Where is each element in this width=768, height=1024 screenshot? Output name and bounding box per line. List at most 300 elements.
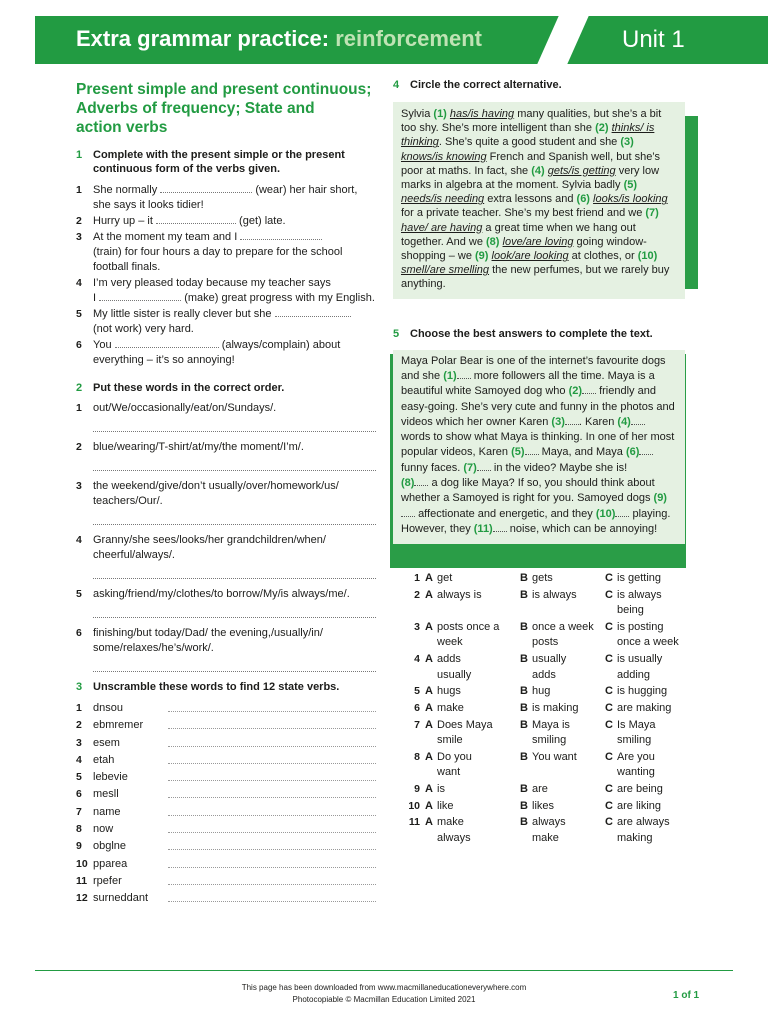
gap-number: (6) — [625, 446, 640, 459]
option-letter: B — [520, 750, 528, 763]
text-part: many qualities, but she’s a bit too shy. She’s more intelligent than she — [401, 108, 662, 135]
scrambled-word: lebevie — [93, 771, 128, 784]
option-text: make always — [437, 816, 471, 844]
right-column — [393, 78, 693, 544]
item-number: 4 — [76, 277, 82, 289]
item-number: 5 — [76, 588, 82, 600]
item-number: 5 — [76, 771, 82, 784]
list-item — [76, 230, 376, 275]
option-text: are always making — [617, 816, 670, 844]
list-item — [76, 533, 376, 563]
exercise-2-instruction — [76, 381, 376, 395]
scrambled-word: etah — [93, 753, 115, 766]
instruction-text — [93, 148, 345, 176]
option-text: usually adds — [532, 653, 567, 681]
text-part: a dog like Maya? If so, you should think about whether a Samoyed is right for you. Samoyed dogs — [401, 477, 655, 505]
option-row — [405, 815, 695, 846]
list-item — [76, 821, 376, 838]
option-letter: B — [520, 653, 528, 666]
item-number: 3 — [76, 736, 82, 749]
text-part: extra lessons and — [487, 193, 574, 206]
item-number: 6 — [76, 627, 82, 639]
option-b[interactable] — [520, 750, 605, 781]
option-c[interactable] — [605, 652, 687, 683]
item-text-part: (get) late. — [239, 215, 286, 227]
option-text: You want — [532, 750, 577, 763]
instruction-line: continuous form of the verbs given. — [93, 163, 281, 175]
list-item — [76, 479, 376, 509]
option-text: gets — [532, 572, 553, 584]
answer-line[interactable] — [168, 717, 376, 729]
item-number: 9 — [76, 840, 82, 853]
option-c[interactable] — [605, 620, 687, 651]
section-title-line: action verbs — [76, 119, 168, 136]
option-c[interactable] — [605, 782, 687, 798]
option-text: Do you want — [437, 750, 472, 779]
list-item — [76, 873, 376, 890]
text-part: for a private teacher. She’s my best friend and we — [401, 207, 643, 220]
text-part: more followers all the time. Maya is a beautiful white Samoyed dog who — [401, 369, 655, 398]
instruction-text: Unscramble these words to find 12 state verbs. — [93, 681, 340, 693]
scrambled-word: rpefer — [93, 874, 122, 887]
text-part: going window-shopping – we — [401, 235, 647, 263]
text-part: Sylvia — [401, 108, 431, 120]
item-number: 1 — [76, 702, 82, 714]
text-part: friendly and easy-going. She’s very cute and funny in the photos and videos which her owner Karen — [401, 385, 675, 428]
text-part: the new perfumes, but we rarely buy anything. — [401, 264, 670, 291]
alternative-choice[interactable]: smell/are smelling — [401, 264, 490, 277]
scrambled-word: surneddant — [93, 892, 149, 905]
option-text: get — [437, 572, 453, 584]
exercise-5-text — [393, 350, 685, 545]
item-text: Granny/she sees/looks/her grandchildren/when/ cheerful/always/. — [93, 534, 326, 561]
option-letter: B — [520, 588, 528, 601]
option-letter: A — [425, 620, 433, 633]
option-c[interactable] — [605, 815, 687, 846]
answer-line[interactable] — [168, 752, 376, 764]
exercise-1 — [76, 148, 376, 368]
scrambled-word: esem — [93, 736, 120, 749]
exercise-5-instruction — [393, 327, 693, 341]
answer-blank[interactable] — [99, 291, 181, 301]
option-row — [405, 782, 695, 798]
alternative-choice[interactable]: gets/is getting — [547, 164, 616, 177]
text-part: very low marks in algebra at the moment. Sylvia badly — [401, 164, 660, 192]
item-number: 3 — [76, 231, 82, 243]
option-letter: C — [605, 572, 613, 584]
option-row — [405, 588, 695, 619]
option-c[interactable] — [605, 750, 687, 781]
option-row — [405, 701, 695, 717]
footer-download-note: This page has been downloaded from www.macmillaneducationeverywhere.com — [241, 983, 527, 992]
item-number: 8 — [76, 823, 82, 836]
option-letter: A — [425, 718, 433, 731]
alternative-choice[interactable]: thinks/ is thinking — [401, 122, 655, 149]
option-number: 7 — [414, 718, 420, 731]
gap-number: (8) — [486, 235, 500, 248]
exercise-5-options — [405, 571, 695, 848]
answer-line[interactable] — [93, 606, 376, 618]
item-text-part: I — [93, 292, 97, 304]
item-text-part: (wear) her hair short, — [255, 184, 358, 196]
answer-blank[interactable] — [631, 416, 645, 425]
alternative-choice[interactable]: has/is having — [449, 108, 515, 120]
instruction-line: Complete with the present simple or the present — [93, 149, 345, 161]
alternative-choice[interactable]: needs/is needing — [401, 193, 485, 206]
answer-line[interactable] — [93, 567, 376, 579]
gap-number: (1) — [433, 108, 447, 120]
exercise-5-text-box — [393, 350, 693, 545]
option-c[interactable] — [605, 718, 687, 749]
option-letter: C — [605, 718, 613, 731]
option-letter: A — [425, 783, 433, 795]
list-item — [76, 401, 376, 416]
item-number: 4 — [76, 534, 82, 546]
answer-line[interactable] — [93, 513, 376, 525]
text-part: funny faces. — [401, 461, 461, 474]
option-number: 1 — [414, 572, 420, 584]
option-text: like — [437, 799, 454, 812]
answer-blank[interactable] — [160, 183, 252, 193]
item-number: 3 — [76, 480, 82, 492]
gap-number: (4) — [531, 164, 545, 177]
option-letter: B — [520, 816, 528, 829]
answer-line[interactable] — [168, 786, 376, 798]
option-text: once a week posts — [532, 620, 594, 649]
text-part: French and Spanish well, but she’s poor at maths. In fact, she — [401, 150, 661, 177]
item-text-part: everything – it’s so annoying! — [93, 354, 235, 366]
option-text: hugs — [437, 685, 461, 698]
item-number: 10 — [76, 857, 88, 870]
option-letter: A — [425, 750, 433, 763]
list-item — [76, 307, 376, 337]
option-a[interactable] — [425, 588, 520, 619]
item-text — [93, 307, 376, 337]
footer-copyright: Photocopiable © Macmillan Education Limited 2021 — [292, 995, 476, 1004]
scrambled-word: name — [93, 805, 121, 818]
option-a[interactable] — [425, 652, 520, 683]
answer-line[interactable] — [168, 821, 376, 833]
option-letter: C — [605, 588, 613, 601]
gap-number: (9) — [475, 250, 489, 263]
gap-number: (3) — [620, 136, 634, 149]
item-number: 2 — [76, 441, 82, 453]
option-letter: C — [605, 750, 613, 763]
option-text: are being — [617, 783, 663, 795]
option-text: is getting — [617, 572, 662, 584]
list-item — [76, 626, 376, 656]
option-text: are liking — [617, 799, 662, 812]
answer-blank[interactable] — [565, 416, 579, 425]
exercise-2 — [76, 381, 376, 672]
item-text-part: (not work) very hard. — [93, 323, 194, 335]
option-row — [405, 571, 695, 587]
option-a[interactable] — [425, 750, 520, 781]
option-c[interactable] — [605, 684, 687, 700]
option-letter: C — [605, 783, 613, 795]
item-text — [93, 214, 376, 229]
option-text: are making — [617, 701, 672, 714]
page-number: 1 of 1 — [673, 990, 700, 1001]
option-b[interactable] — [520, 701, 605, 717]
item-text-part: she says it looks tidier! — [93, 199, 204, 211]
option-a[interactable] — [425, 718, 520, 749]
footer-text — [0, 982, 768, 1006]
option-b[interactable] — [520, 684, 605, 700]
option-a[interactable] — [425, 701, 520, 717]
text-part: Maya, and Maya — [541, 446, 623, 459]
section-title — [76, 80, 376, 137]
option-b[interactable] — [520, 620, 605, 651]
answer-blank[interactable] — [525, 446, 539, 455]
text-part: affectionate and energetic, and they — [418, 507, 593, 520]
option-row — [405, 652, 695, 683]
instruction-text: Circle the correct alternative. — [410, 79, 562, 91]
answer-line[interactable] — [168, 769, 376, 781]
option-text: posts once a week — [437, 620, 500, 649]
item-number: 2 — [76, 215, 82, 227]
alternative-choice[interactable]: look/are looking — [491, 250, 569, 263]
gap-number: (6) — [576, 193, 590, 206]
option-a[interactable] — [425, 815, 520, 846]
answer-line[interactable] — [168, 735, 376, 747]
option-b[interactable] — [520, 718, 605, 749]
list-item — [76, 786, 376, 803]
alternative-choice[interactable]: knows/is knowing — [401, 150, 487, 163]
option-row — [405, 718, 695, 749]
item-text: blue/wearing/T-shirt/at/my/the moment/I’m/. — [93, 441, 304, 453]
page-title — [76, 26, 482, 52]
list-item — [76, 735, 376, 752]
option-letter: A — [425, 816, 433, 829]
option-letter: C — [605, 816, 613, 829]
item-number: 4 — [76, 753, 82, 766]
text-part: . She’s quite a good student and she — [438, 136, 618, 149]
answer-blank[interactable] — [639, 446, 653, 455]
option-letter: B — [520, 685, 528, 698]
option-a[interactable] — [425, 782, 520, 798]
option-number: 2 — [414, 588, 420, 601]
item-number: 1 — [76, 184, 82, 196]
option-text: always is — [437, 588, 482, 601]
exercise-number: 3 — [76, 681, 83, 693]
scrambled-word: obglne — [93, 840, 127, 853]
item-text — [93, 338, 376, 368]
item-text-part: My little sister is really clever but she — [93, 308, 272, 320]
option-text: make — [437, 701, 464, 714]
answer-blank[interactable] — [615, 508, 629, 517]
option-number: 3 — [414, 620, 420, 633]
answer-blank[interactable] — [414, 477, 428, 486]
answer-line[interactable] — [168, 890, 376, 902]
answer-blank[interactable] — [401, 508, 415, 517]
gap-number: (5) — [623, 179, 638, 192]
section-title-line: Present simple and present continuous; — [76, 81, 372, 98]
item-text — [93, 230, 376, 275]
answer-blank[interactable] — [115, 338, 219, 348]
item-number: 6 — [76, 339, 82, 351]
option-text: likes — [532, 799, 555, 812]
exercise-4-text-box — [393, 102, 693, 299]
exercise-number: 2 — [76, 382, 83, 394]
answer-line[interactable] — [93, 459, 376, 471]
option-number: 6 — [414, 701, 420, 714]
item-text-part: You — [93, 339, 112, 351]
answer-line[interactable] — [168, 804, 376, 816]
option-text: is — [437, 783, 445, 795]
answer-line[interactable] — [93, 420, 376, 432]
option-a[interactable] — [425, 799, 520, 815]
list-item — [76, 769, 376, 786]
option-letter: C — [605, 685, 613, 698]
exercise-3-items — [76, 700, 376, 908]
option-row — [405, 620, 695, 651]
answer-blank[interactable] — [477, 462, 491, 471]
option-letter: A — [425, 653, 433, 666]
option-text: is always — [532, 588, 577, 601]
text-part: playing. However, they — [401, 507, 671, 535]
list-item — [76, 890, 376, 907]
answer-blank[interactable] — [240, 230, 322, 240]
list-item — [76, 338, 376, 368]
option-letter: A — [425, 701, 433, 714]
gap-number: (11) — [473, 522, 493, 535]
item-text: asking/friend/my/clothes/to borrow/My/is always/me/. — [93, 588, 350, 600]
option-b[interactable] — [520, 815, 605, 846]
option-letter: C — [605, 701, 613, 714]
gap-number: (7) — [645, 207, 659, 220]
gap-number: (3) — [551, 415, 565, 428]
alternative-choice[interactable]: have/ are having — [401, 221, 483, 234]
exercise-4-text — [393, 102, 685, 299]
list-item — [76, 183, 376, 213]
list-item — [76, 838, 376, 855]
option-number: 4 — [414, 653, 420, 666]
option-number: 5 — [414, 685, 420, 698]
text-part: a great time when we hang out together. And we — [401, 221, 636, 248]
answer-blank[interactable] — [493, 523, 507, 532]
list-item — [76, 804, 376, 821]
option-letter: B — [520, 718, 528, 731]
gap-number: (4) — [617, 415, 631, 428]
item-text — [93, 183, 376, 213]
gap-number: (1) — [443, 369, 457, 382]
item-text: out/We/occasionally/eat/on/Sundays/. — [93, 402, 277, 414]
option-c[interactable] — [605, 571, 687, 587]
answer-line[interactable] — [168, 856, 376, 868]
answer-line[interactable] — [93, 660, 376, 672]
text-part: . Karen — [578, 415, 615, 428]
option-c[interactable] — [605, 799, 687, 815]
instruction-text: Put these words in the correct order. — [93, 382, 285, 394]
item-number: 6 — [76, 788, 82, 801]
item-number: 12 — [76, 892, 88, 905]
alternative-choice[interactable]: looks/is looking — [593, 193, 668, 206]
option-number: 8 — [414, 750, 420, 763]
option-b[interactable] — [520, 782, 605, 798]
option-letter: B — [520, 701, 528, 714]
option-b[interactable] — [520, 588, 605, 619]
page-title-text: Extra grammar practice: — [76, 26, 330, 51]
unit-label: Unit 1 — [622, 26, 685, 53]
text-part: at clothes, or — [571, 250, 635, 263]
option-text: is making — [532, 701, 579, 714]
option-b[interactable] — [520, 571, 605, 587]
item-text-part: (make) great progress with my English. — [184, 292, 375, 304]
option-number: 10 — [408, 799, 420, 812]
gap-number: (10) — [637, 250, 658, 263]
option-letter: B — [520, 799, 528, 812]
option-a[interactable] — [425, 684, 520, 700]
answer-blank[interactable] — [582, 385, 596, 394]
option-a[interactable] — [425, 571, 520, 587]
option-letter: A — [425, 685, 433, 698]
option-letter: A — [425, 572, 433, 584]
option-text: is always being — [617, 588, 662, 617]
option-text: Are you wanting — [617, 750, 655, 779]
exercise-number: 1 — [76, 149, 83, 161]
exercise-1-instruction — [76, 148, 376, 176]
page-title-accent: reinforcement — [335, 26, 482, 51]
exercise-2-items — [76, 401, 376, 672]
answer-line[interactable] — [168, 700, 376, 712]
option-row — [405, 799, 695, 815]
option-text: adds usually — [437, 653, 472, 681]
option-letter: C — [605, 653, 613, 666]
scrambled-word: dnsou — [93, 702, 123, 714]
option-c[interactable] — [605, 701, 687, 717]
item-number: 11 — [76, 874, 88, 887]
item-text-part: At the moment my team and I — [93, 231, 238, 243]
item-number: 7 — [76, 805, 82, 818]
option-text: always make — [532, 816, 566, 844]
item-text-part: (always/complain) about — [221, 339, 341, 351]
scrambled-word: now — [93, 823, 114, 836]
answer-blank[interactable] — [457, 370, 471, 379]
list-item — [76, 856, 376, 873]
option-text: Does Maya smile — [437, 718, 493, 747]
instruction-text: Choose the best answers to complete the text. — [410, 327, 653, 340]
list-item — [76, 700, 376, 717]
answer-line[interactable] — [168, 873, 376, 885]
item-number: 5 — [76, 308, 82, 320]
option-b[interactable] — [520, 652, 605, 683]
list-item — [76, 752, 376, 769]
option-text: is posting once a week — [617, 620, 679, 649]
option-letter: B — [520, 783, 528, 795]
scrambled-word: mesll — [93, 788, 119, 801]
option-a[interactable] — [425, 620, 520, 651]
left-column — [76, 80, 376, 908]
answer-line[interactable] — [168, 838, 376, 850]
item-text-part: (train) for four hours a day to prepare for the school football finals. — [93, 246, 343, 273]
option-row — [405, 684, 695, 700]
option-text: Is Maya smiling — [617, 718, 656, 747]
item-text: finishing/but today/Dad/ the evening,/usually/in/ some/relaxes/he’s/work/. — [93, 627, 323, 654]
gap-number: (2) — [595, 122, 609, 135]
option-letter: B — [520, 572, 528, 584]
option-c[interactable] — [605, 588, 687, 619]
exercise-3 — [76, 680, 376, 908]
gap-number: (5) — [511, 446, 525, 459]
alternative-choice[interactable]: love/are loving — [502, 235, 574, 248]
gap-number: (9) — [653, 492, 667, 505]
text-part: words to show what Maya is thinking. In one of her most popular videos, Karen — [401, 431, 675, 459]
item-text — [93, 276, 376, 306]
answer-blank[interactable] — [275, 307, 351, 317]
option-b[interactable] — [520, 799, 605, 815]
answer-blank[interactable] — [156, 214, 236, 224]
